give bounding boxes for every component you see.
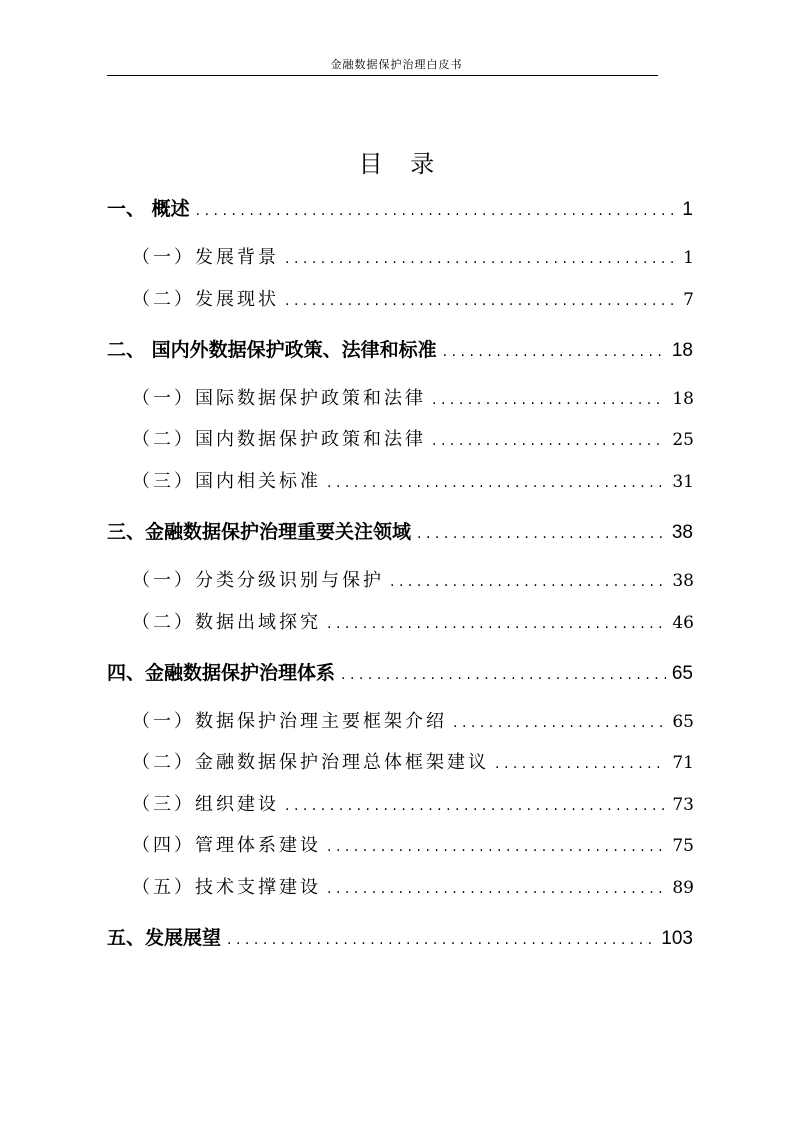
toc-title: 目 录 [358,150,435,178]
toc-entry-page: 46 [672,613,694,633]
toc-entry-page: 1 [682,199,693,220]
toc-entry[interactable] [132,748,694,774]
toc-entry-page: 7 [683,290,694,310]
toc-entry-page: 1 [683,248,694,268]
toc-leader-dots [327,839,666,855]
toc-leader-dots [285,251,677,267]
toc-entry-label: （一）数据保护治理主要框架介绍 [132,711,447,732]
toc-entry[interactable] [132,566,694,592]
toc-entry-label: （二）国内数据保护政策和法律 [132,429,426,450]
toc-entry[interactable] [107,923,693,950]
toc-entry[interactable] [132,873,694,899]
toc-leader-dots [227,932,655,948]
toc-leader-dots [453,715,666,731]
toc-leader-dots [327,475,666,491]
toc-entry-page: 65 [672,712,694,732]
toc-entry-page: 18 [671,340,693,361]
toc-entry-page: 31 [672,472,694,492]
toc-entry-label: 一、 概述 [107,198,190,220]
toc-entry-label: （三）组织建设 [132,794,279,815]
toc-entry[interactable] [132,285,694,311]
toc-leader-dots [432,392,666,408]
toc-entry[interactable] [132,608,694,634]
toc-entry-label: （二）数据出域探究 [132,612,321,633]
toc-entry[interactable] [132,831,694,857]
toc-entry-page: 71 [672,753,694,773]
running-header: 金融数据保护治理白皮书 [330,58,463,71]
toc-leader-dots [285,293,677,309]
toc-entry-page: 103 [661,928,693,949]
toc-entry-label: （一）发展背景 [132,247,279,268]
toc-entry-page: 75 [672,836,694,856]
toc-entry-label: （四）管理体系建设 [132,835,321,856]
toc-entry-label: 二、 国内外数据保护政策、法律和标准 [107,339,437,361]
toc-entry[interactable] [132,707,694,733]
toc-entry[interactable] [132,384,694,410]
toc-leader-dots [417,526,666,542]
toc-entry-label: 四、金融数据保护治理体系 [107,662,336,684]
toc-entry-label: （二）金融数据保护治理总体框架建议 [132,752,489,773]
toc-leader-dots [285,798,666,814]
toc-entry[interactable] [107,335,693,362]
toc-leader-dots [443,344,666,360]
toc-leader-dots [341,667,666,683]
toc-leader-dots [196,203,677,219]
toc-entry-label: （三）国内相关标准 [132,471,321,492]
toc-entry[interactable] [107,517,693,544]
toc-entry-page: 38 [671,522,693,543]
toc-entry[interactable] [107,194,693,221]
toc-leader-dots [327,881,666,897]
toc-entry[interactable] [132,425,694,451]
toc-entry-page: 73 [672,795,694,815]
toc-entry-label: （一）分类分级识别与保护 [132,570,384,591]
toc-entry[interactable] [107,658,693,685]
toc-entry-page: 25 [672,430,694,450]
toc-entry-label: （二）发展现状 [132,289,279,310]
toc-entry-page: 18 [672,389,694,409]
toc-entry-label: （一）国际数据保护政策和法律 [132,388,426,409]
toc-entry-page: 38 [672,571,694,591]
toc-entry[interactable] [132,790,694,816]
toc-entry-page: 89 [672,878,694,898]
toc-entry[interactable] [132,243,694,269]
toc-entry-label: 五、发展展望 [107,927,222,949]
toc-entry-label: （五）技术支撑建设 [132,877,321,898]
toc-leader-dots [390,574,666,590]
toc-entry[interactable] [132,467,694,493]
toc-entry-label: 三、金融数据保护治理重要关注领域 [107,521,412,543]
toc-leader-dots [495,756,666,772]
toc-leader-dots [327,616,666,632]
toc-leader-dots [432,433,666,449]
toc-entry-page: 65 [671,663,693,684]
